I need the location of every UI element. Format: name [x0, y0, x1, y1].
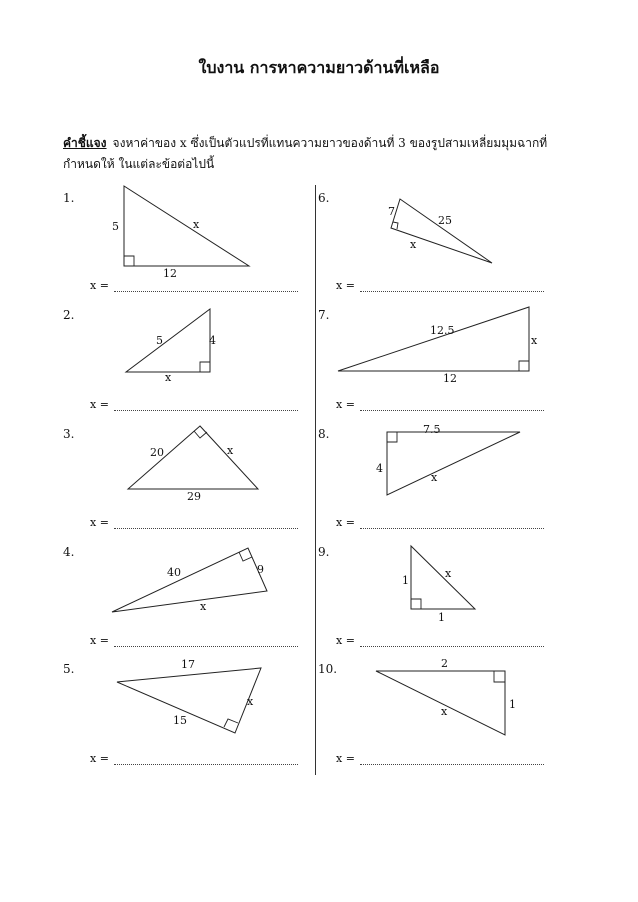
triangle-5-side-label: 15 [173, 714, 187, 727]
triangle-6-side-label: 25 [438, 214, 452, 227]
triangle-3-side-label: 29 [187, 490, 201, 503]
triangle-7-side-label: 12 [443, 372, 457, 385]
answer-label: x = [90, 752, 109, 765]
problem-6-number: 6. [318, 191, 330, 205]
worksheet-title: ใบงาน การหาความยาวด้านที่เหลือ [198, 58, 440, 77]
triangle-8 [376, 423, 520, 495]
problem-8-number: 8. [318, 427, 330, 441]
triangle-6-side-label: x [410, 238, 417, 251]
triangle-1-side-label: 5 [112, 220, 119, 233]
problem-3-number: 3. [63, 427, 75, 441]
answer-label: x = [336, 634, 355, 647]
triangle-4-side-label: 9 [257, 563, 264, 576]
triangle-7 [338, 307, 538, 385]
triangle-6 [388, 199, 492, 263]
problem-5-number: 5. [63, 662, 75, 676]
triangle-2 [126, 309, 216, 384]
answer-label: x = [90, 516, 109, 529]
triangle-4 [112, 548, 267, 613]
instructions-text: จงหาค่าของ x ซึ่งเป็นตัวแปรที่แทนความยาวของด้านที่ 3 ของรูปสามเหลี่ยมมุมฉากที่กำหนดให้ ในแต่ละข้อต่อไปนี้ [63, 136, 548, 171]
triangle-7-side-label: x [531, 334, 538, 347]
triangle-8-side-label: x [431, 471, 438, 484]
triangle-2-side-label: x [165, 371, 172, 384]
triangle-5-side-label: 17 [181, 658, 195, 671]
problem-10-number: 10. [318, 662, 338, 676]
triangle-4-side-label: x [200, 600, 207, 613]
problem-2-number: 2. [63, 308, 75, 322]
problem-1-number: 1. [63, 191, 75, 205]
triangle-9-side-label: 1 [438, 611, 445, 624]
answer-label: x = [90, 398, 109, 411]
answer-label: x = [90, 634, 109, 647]
answer-label: x = [336, 398, 355, 411]
triangle-10-side-label: 1 [509, 698, 516, 711]
triangle-9-side-label: x [445, 567, 452, 580]
answer-label: x = [336, 516, 355, 529]
triangle-3-side-label: 20 [150, 446, 164, 459]
triangle-10 [376, 657, 516, 735]
triangle-6-side-label: 7 [388, 205, 395, 218]
triangle-8-side-label: 7.5 [423, 423, 441, 436]
triangle-3-side-label: x [227, 444, 234, 457]
instructions-label: คำชี้แจง [63, 136, 107, 150]
triangle-1-side-label: x [193, 218, 200, 231]
triangle-8-side-label: 4 [376, 462, 383, 475]
triangle-7-side-label: 12.5 [430, 324, 455, 337]
problem-9-number: 9. [318, 545, 330, 559]
triangle-2-side-label: 5 [156, 334, 163, 347]
problem-4-number: 4. [63, 545, 75, 559]
answer-label: x = [336, 279, 355, 292]
triangle-10-side-label: x [441, 705, 448, 718]
problem-7-number: 7. [318, 308, 330, 322]
triangle-2-side-label: 4 [209, 334, 216, 347]
triangle-1-side-label: 12 [163, 267, 177, 280]
triangle-5 [117, 658, 261, 733]
triangle-5-side-label: x [247, 695, 254, 708]
answer-label: x = [90, 279, 109, 292]
answer-label: x = [336, 752, 355, 765]
triangle-3 [128, 426, 258, 503]
triangle-9-side-label: 1 [402, 574, 409, 587]
triangle-9 [402, 546, 475, 624]
triangle-4-side-label: 40 [167, 566, 181, 579]
triangle-10-side-label: 2 [441, 657, 448, 670]
triangle-1 [112, 186, 249, 280]
